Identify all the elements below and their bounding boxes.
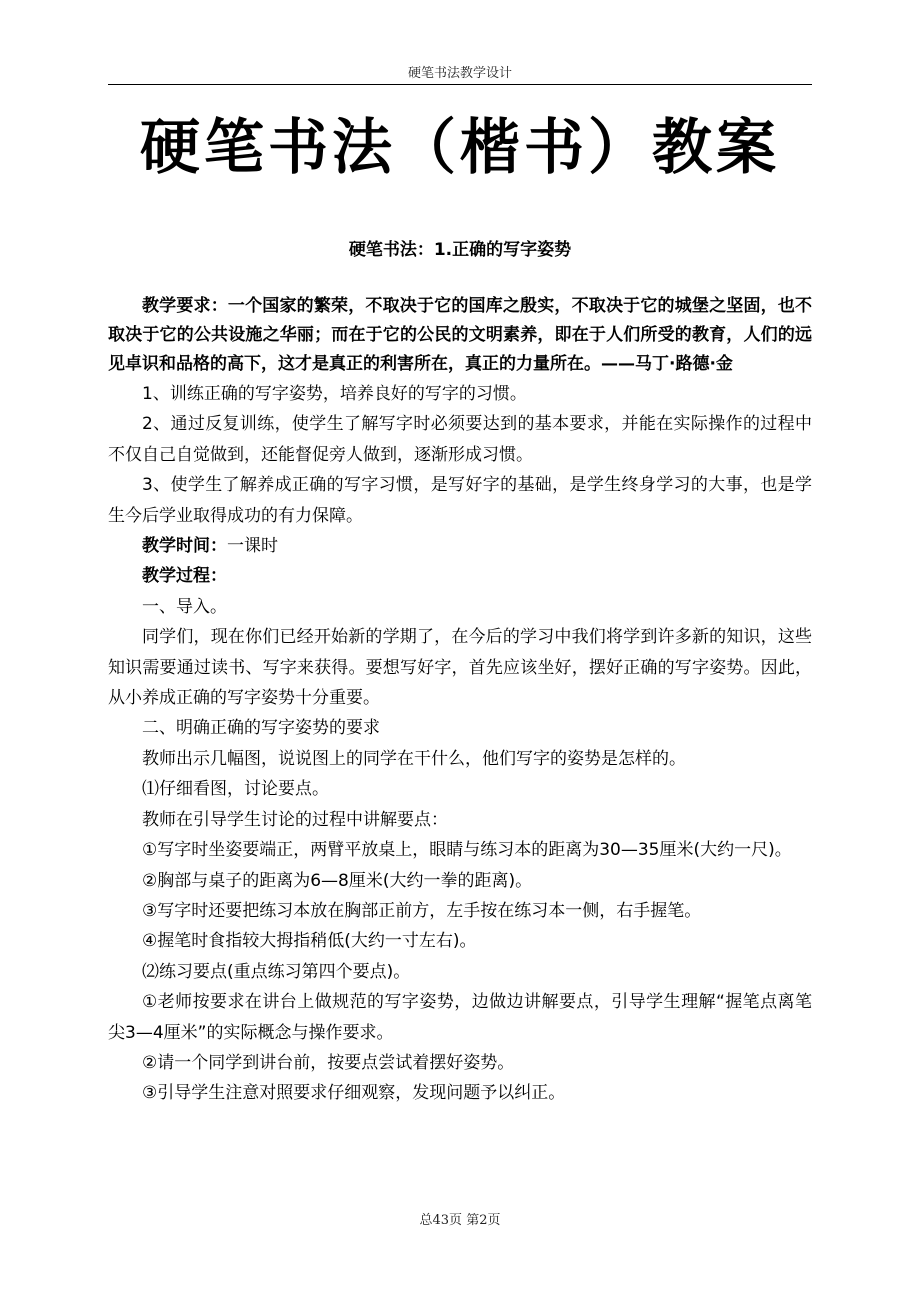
time-value: 一课时 bbox=[227, 536, 278, 557]
requirement-label: 教学要求： bbox=[142, 296, 228, 316]
process-heading bbox=[108, 561, 812, 591]
teaching-requirement bbox=[108, 292, 812, 379]
goal-item: 1、训练正确的写字姿势，培养良好的写字的习惯。 bbox=[142, 384, 527, 404]
paragraph: ①写字时坐姿要端正，两臂平放桌上，眼睛与练习本的距离为30—35厘米(大约一尺)。 bbox=[142, 840, 792, 861]
running-header: 硬笔书法教学设计 bbox=[407, 66, 512, 81]
paragraph: ②请一个同学到讲台前，按要点尝试着摆好姿势。 bbox=[142, 1052, 515, 1073]
paragraph: ②胸部与桌子的距离为6—8厘米(大约一拳的距离)。 bbox=[142, 870, 533, 891]
page-title: 硬笔书法（楷书）教案 bbox=[140, 113, 780, 183]
time-label: 教学时间： bbox=[142, 536, 227, 557]
requirement-quote: 一个国家的繁荣，不取决于它的国库之殷实，不取决于它的城堡之坚固，也不取决于它的公共设施之华丽；而在于它的公民的文明素养，即在于人们所受的教育，人们的远见卓识和品格的高下，这才是真正的利害所在，真正的力量所在。——马丁·路德·金 bbox=[108, 296, 812, 374]
process-label: 教学过程： bbox=[142, 566, 227, 587]
paragraph: ⑵练习要点(重点练习第四个要点)。 bbox=[142, 961, 411, 982]
paragraph: 二、明确正确的写字姿势的要求 bbox=[142, 718, 380, 739]
paragraph: ③引导学生注意对照要求仔细观察，发现问题予以纠正。 bbox=[142, 1083, 566, 1104]
paragraph: 一、导入。 bbox=[142, 596, 227, 617]
goal-item: 2、通过反复训练，使学生了解写字时必须要达到的基本要求，并能在实际操作的过程中不仅自己自觉做到，还能督促旁人做到，逐渐形成习惯。 bbox=[108, 414, 812, 465]
page-footer: 总43页 第2页 bbox=[419, 1213, 501, 1228]
paragraph: ③写字时还要把练习本放在胸部正前方，左手按在练习本一侧，右手握笔。 bbox=[142, 900, 702, 921]
paragraph: ④握笔时食指较大拇指稍低(大约一寸左右)。 bbox=[142, 931, 477, 952]
paragraph: ⑴仔细看图，讨论要点。 bbox=[142, 779, 329, 800]
goal-item: 3、使学生了解养成正确的写字习惯，是写好字的基础，是学生终身学习的大事，也是学生今后学业取得成功的有力保障。 bbox=[108, 475, 812, 526]
teaching-time bbox=[108, 531, 812, 561]
paragraph: 教师在引导学生讨论的过程中讲解要点： bbox=[142, 809, 448, 830]
header-divider bbox=[108, 84, 812, 85]
paragraph: ①老师按要求在讲台上做规范的写字姿势，边做边讲解要点，引导学生理解“握笔点离笔尖3—4厘米”的实际概念与操作要求。 bbox=[108, 992, 812, 1043]
paragraph: 教师出示几幅图，说说图上的同学在干什么，他们写字的姿势是怎样的。 bbox=[142, 748, 686, 769]
paragraph: 同学们，现在你们已经开始新的学期了，在今后的学习中我们将学到许多新的知识，这些知识需要通过读书、写字来获得。要想写好字，首先应该坐好，摆好正确的写字姿势。因此，从小养成正确的写字姿势十分重要。 bbox=[108, 627, 812, 709]
document-body bbox=[108, 292, 812, 1109]
lesson-subtitle: 硬笔书法：1.正确的写字姿势 bbox=[348, 240, 572, 260]
